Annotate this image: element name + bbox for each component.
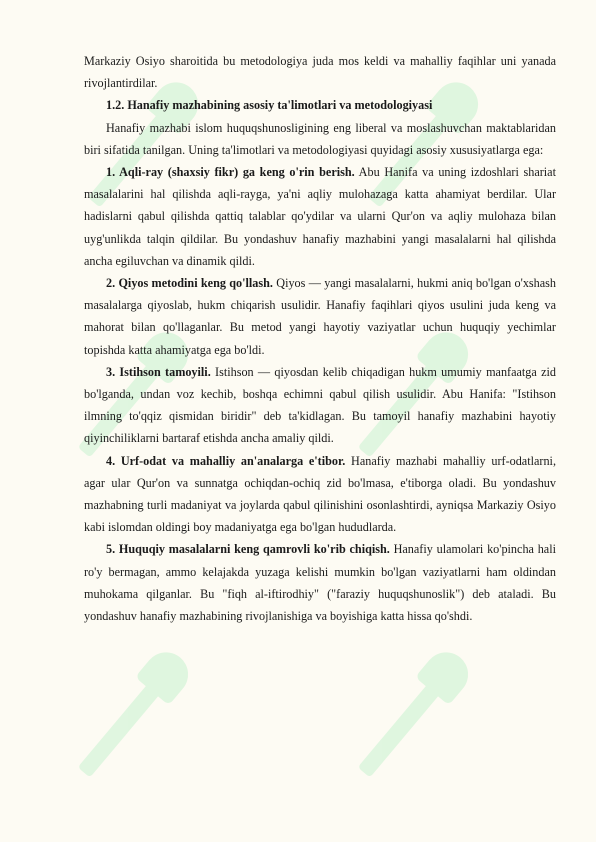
- item-title: 5. Huquqiy masalalarni keng qamrovli ko'rib chiqish.: [106, 542, 390, 557]
- item-title: 1. Aqli-ray (shaxsiy fikr) ga keng o'rin berish.: [106, 165, 355, 180]
- list-item: [84, 272, 556, 361]
- item-text: Hanafiy ulamolari ko'pincha hali ro'y bermagan, ammo kelajakda yuzaga kelishi mumkin bo'lgan vaziyatlarni ham oldindan muhokama qilganlar. Bu "fiqh al-iftirodhiy" ("faraziy huquqshunoslik") deb ataladi. Bu yondashuv hanafiy mazhabining rivojlanishiga va boyishiga katta hissa qo'shdi.: [84, 542, 556, 624]
- item-text: Abu Hanifa va uning izdoshlari shariat masalalarini hal qilishda aqli-rayga, ya'ni aqliy mulohazaga katta ahamiyat berdilar. Ular hadislarni qabul qilishda qattiq talablar qo'ydilar va ularni Qur'on va aqliy mulohaza bilan uyg'unlikda talqin qildilar. Bu yondashuv hanafiy mazhabini yangi masalalarni hal qilishda ancha egiluvchan va dinamik qildi.: [84, 165, 556, 268]
- list-item: [84, 161, 556, 272]
- intro-paragraph: Hanafiy mazhabi islom huquqshunosligining eng liberal va moslashuvchan maktablaridan biri sifatida tanilgan. Uning ta'limotlari va metodologiyasi quyidagi asosiy xususiyatlarga ega:: [84, 120, 556, 157]
- section-heading: 1.2. Hanafiy mazhabining asosiy ta'limotlari va metodologiyasi: [106, 98, 433, 113]
- list-item: [84, 450, 556, 539]
- paragraph: Markaziy Osiyo sharoitida bu metodologiya juda mos keldi va mahalliy faqihlar uni yanada rivojlantirdilar.: [84, 54, 556, 91]
- item-title: 3. Istihson tamoyili.: [106, 364, 211, 379]
- watermark-mark: [347, 643, 477, 786]
- item-text: Istihson — qiyosdan kelib chiqadigan hukm umumiy manfaatga zid bo'lganda, undan voz kechib, boshqa echimni qabul qilish usulidir. Abu Hanifa: "Istihson ilmning to'qqiz qismidan biridir" deb ta'kidlagan. Bu tamoyil hanafiy mazhabini hayotiy qiyinchiliklarni bartaraf etishda ancha amaliy qildi.: [84, 364, 556, 446]
- document-body: [84, 50, 556, 627]
- watermark-mark: [67, 643, 197, 786]
- item-text: Qiyos — yangi masalalarni, hukmi aniq bo'lgan o'xshash masalalarga qiyoslab, hukm chiqarish usulidir. Hanafiy faqihlari qiyos usulini juda keng va mahorat bilan qo'llaganlar. Bu metod yangi hayotiy vaziyatlar uchun huquqiy yechimlar topishda katta ahamiyatga ega bo'ldi.: [84, 276, 556, 357]
- item-title: 4. Urf-odat va mahalliy an'analarga e'tibor.: [106, 453, 346, 468]
- list-item: [84, 538, 556, 627]
- item-title: 2. Qiyos metodini keng qo'llash.: [106, 276, 273, 291]
- list-item: [84, 361, 556, 450]
- item-text: Hanafiy mazhabi mahalliy urf-odatlarni, agar ular Qur'on va sunnatga ochiqdan-ochiq zid bo'lmasa, e'tiborga oladi. Bu yondashuv mazhabning turli madaniyat va joylarda qabul qilinishini osonlashtirdi, ayniqsa Markaziy Osiyo kabi islomdan oldingi boy madaniyatga ega bo'lgan hududlarda.: [84, 453, 556, 535]
